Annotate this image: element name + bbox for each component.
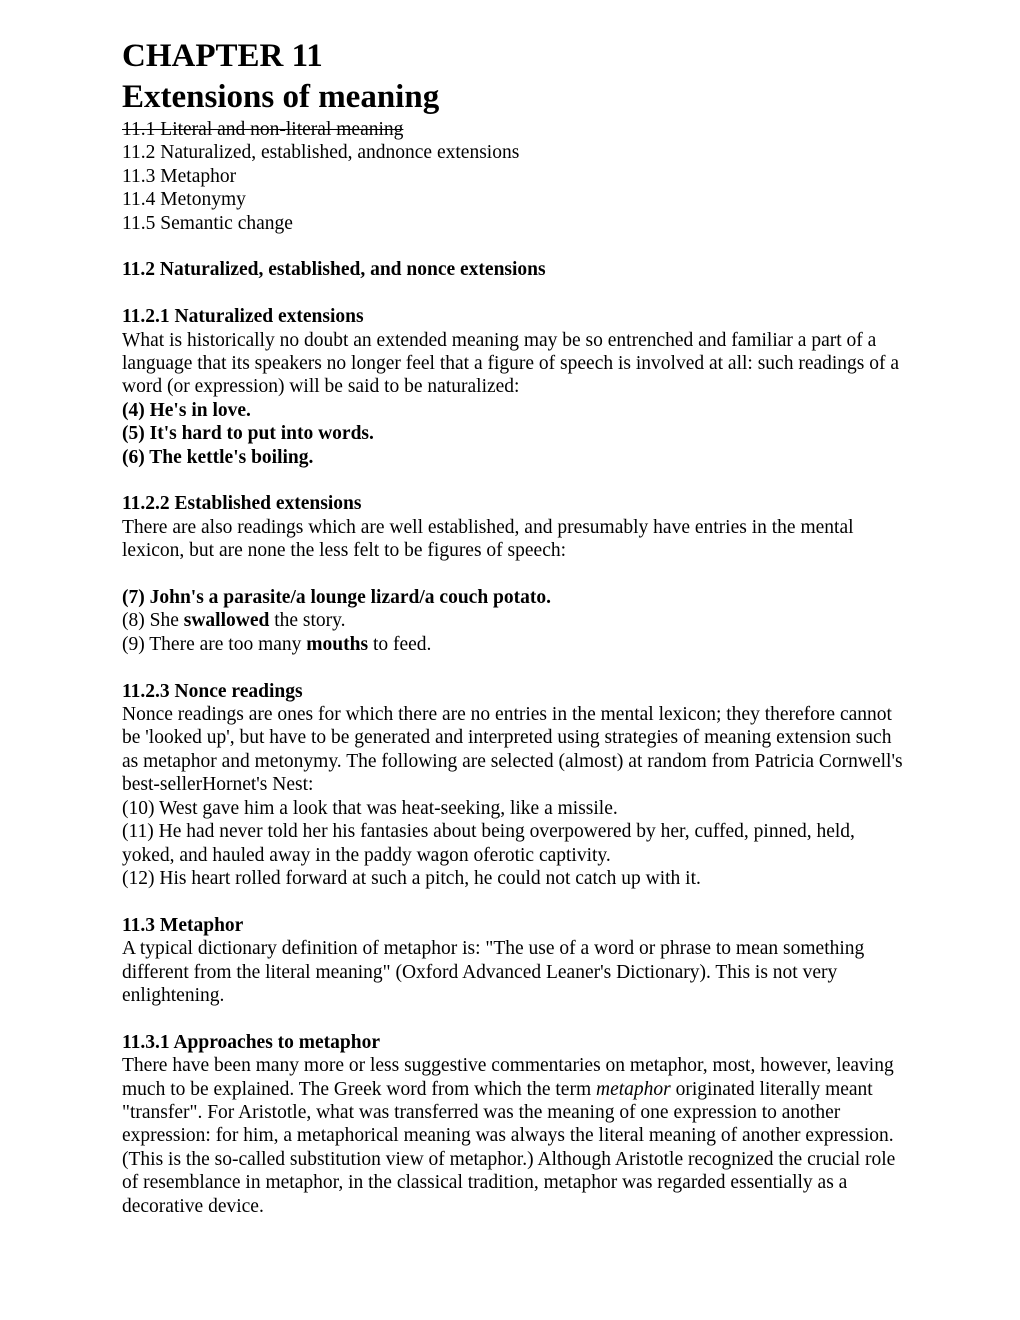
toc-item-11-1: 11.1 Literal and non-literal meaning: [122, 119, 404, 140]
toc-item-11-4: 11.4 Metonymy: [122, 189, 246, 211]
example-11: (11) He had never told her his fantasies about being overpowered by her, cuffed, pinned, held, yoked, and hauled away in the paddy wagon oferotic captivity.: [122, 821, 855, 866]
example-8: [122, 609, 908, 632]
section-11-3-heading: 11.3 Metaphor: [122, 914, 244, 936]
example-4: (4) He's in love.: [122, 399, 251, 421]
example-8-bold-word: swallowed: [183, 610, 270, 632]
section-11-3-body: A typical dictionary definition of metaphor is: "The use of a word or phrase to mean something different from the literal meaning" (Oxford Advanced Leaner's Dictionary). This is not very enlightening.: [122, 938, 865, 1006]
table-of-contents: [122, 118, 908, 235]
example-8-post: the story.: [269, 610, 346, 632]
example-7: (7) John's a parasite/a lounge lizard/a couch potato.: [122, 587, 552, 609]
example-9-bold-word: mouths: [306, 633, 369, 655]
section-11-2-2-body: There are also readings which are well established, and presumably have entries in the mental lexicon, but are none the less felt to be figures of speech:: [122, 516, 854, 562]
example-8-pre: (8) She: [122, 610, 184, 632]
example-9-pre: (9) There are too many: [122, 633, 307, 655]
section-11-2-1: [122, 305, 908, 469]
example-5: (5) It's hard to put into words.: [122, 423, 374, 445]
section-11-2-3-body: Nonce readings are ones for which there are no entries in the mental lexicon; they therefore cannot be 'looked up', but have to be generated and interpreted using strategies of meaning extension such as metaphor and metonymy. The following are selected (almost) at random from Patricia Cornwell's best-sellerHornet's Nest:: [122, 704, 903, 796]
section-11-2-2-heading: 11.2.2 Established extensions: [122, 493, 362, 515]
toc-item-11-3: 11.3 Metaphor: [122, 165, 237, 187]
chapter-number: CHAPTER 11: [122, 38, 323, 74]
example-9: [122, 633, 908, 656]
section-11-2-3-heading: 11.2.3 Nonce readings: [122, 680, 303, 702]
section-11-2-1-heading: 11.2.1 Naturalized extensions: [122, 306, 364, 328]
section-11-2: [122, 258, 908, 281]
example-12: (12) His heart rolled forward at such a pitch, he could not catch up with it.: [122, 867, 701, 889]
section-11-2-heading: 11.2 Naturalized, established, and nonce extensions: [122, 259, 546, 281]
section-11-3-1-heading: 11.3.1 Approaches to metaphor: [122, 1031, 381, 1053]
toc-item-11-2: 11.2 Naturalized, established, andnonce extensions: [122, 142, 520, 164]
metaphor-italic-term: metaphor: [596, 1078, 671, 1100]
example-10: (10) West gave him a look that was heat-seeking, like a missile.: [122, 797, 618, 819]
toc-item-11-5: 11.5 Semantic change: [122, 212, 293, 234]
section-11-2-3: [122, 680, 908, 891]
chapter-title: Extensions of meaning: [122, 79, 440, 115]
section-11-3-1-body-post: originated literally meant "transfer". For Aristotle, what was transferred was the meaning of one expression to another expression: for him, a metaphorical meaning was always the literal meaning of another expression. (This is the so-called substitution view of metaphor.) Although Aristotle recognized the crucial role of resemblance in metaphor, in the classical tradition, metaphor was regarded essentially as a decorative device.: [122, 1078, 896, 1217]
section-11-2-2: [122, 492, 908, 656]
section-11-2-1-body: What is historically no doubt an extended meaning may be so entrenched and familiar a part of a language that its speakers no longer feel that a figure of speech is involved at all: such readings of a word (or expression) will be said to be naturalized:: [122, 329, 900, 398]
section-11-3-1-body-pre: There have been many more or less suggestive commentaries on metaphor, most, however, leaving much to be explained. The Greek word from which the term: [122, 1055, 894, 1100]
section-11-3-1-body: [122, 1054, 908, 1218]
section-11-3-1: [122, 1031, 908, 1218]
example-6: (6) The kettle's boiling.: [122, 446, 314, 468]
example-9-post: to feed.: [368, 633, 432, 655]
section-11-3: [122, 914, 908, 1008]
